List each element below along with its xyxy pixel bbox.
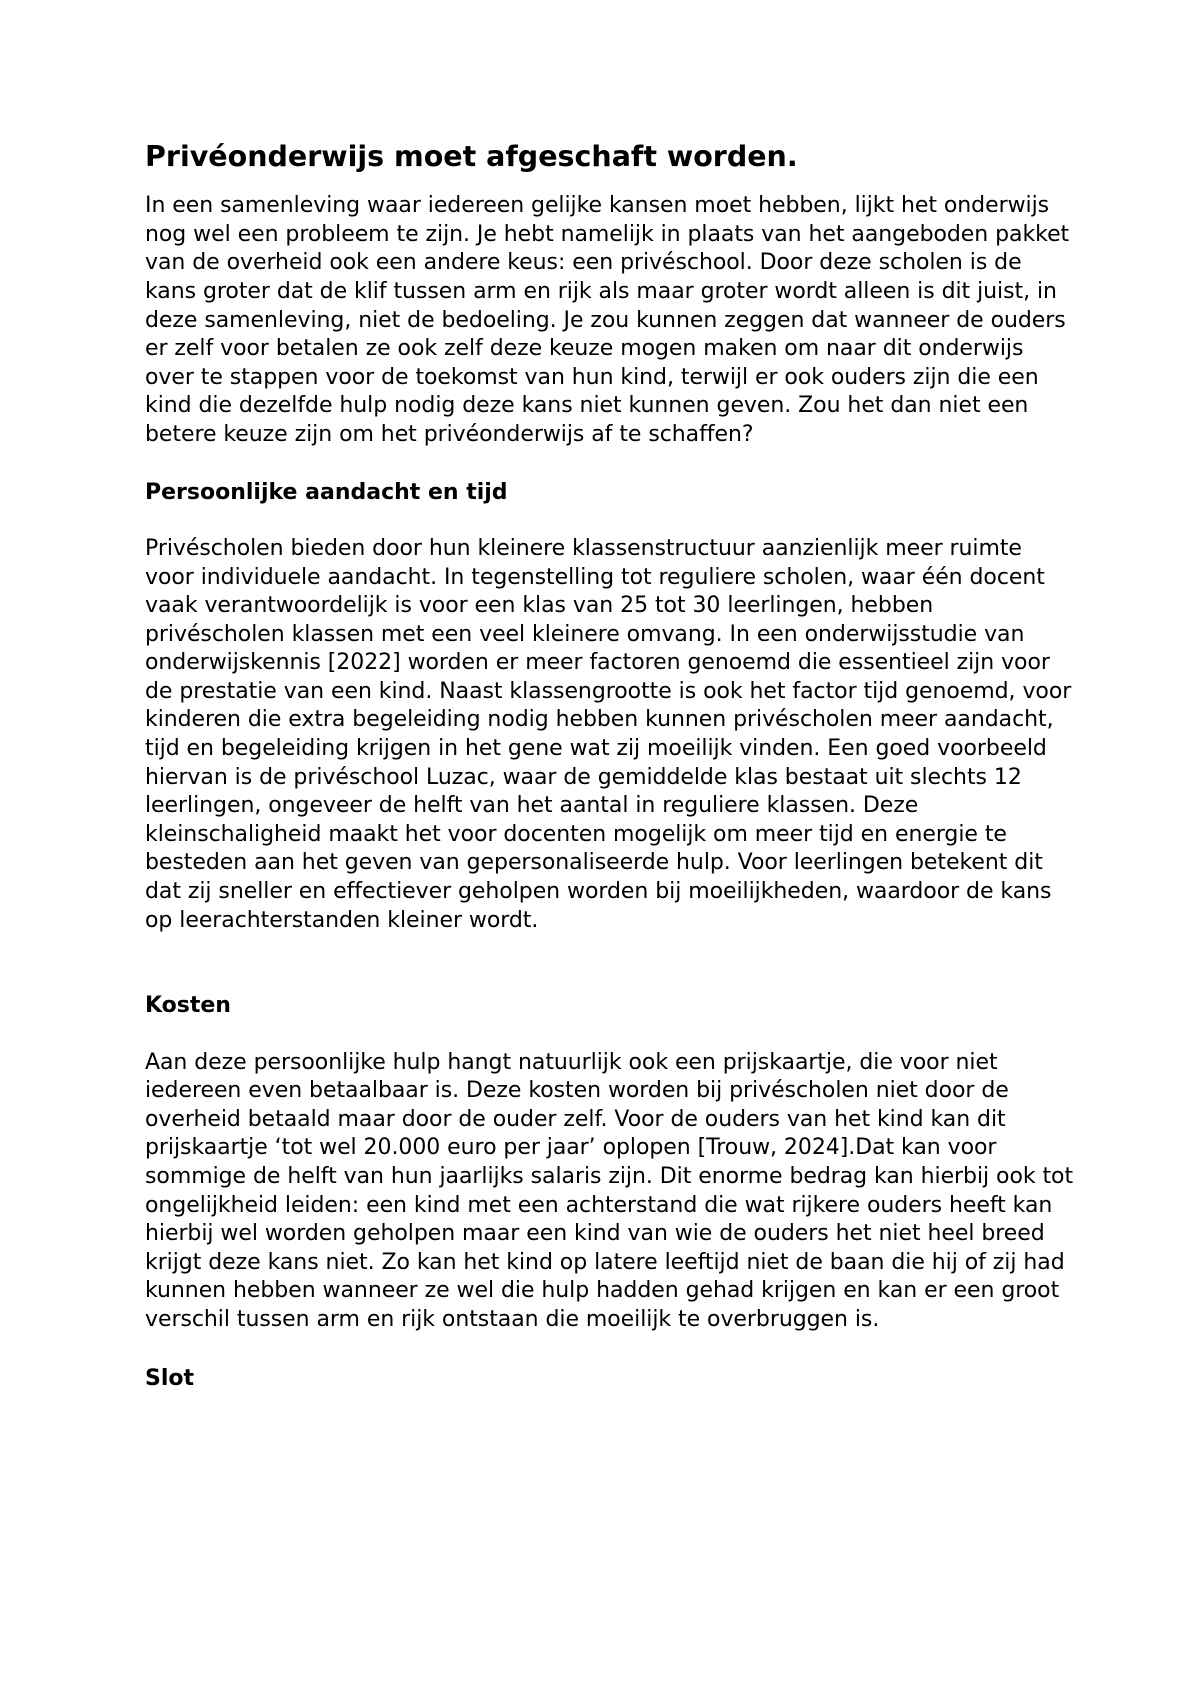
document-content [145, 140, 1075, 1392]
section-heading-slot: Slot [145, 1365, 195, 1391]
intro-paragraph: In een samenleving waar iedereen gelijke kansen moet hebben, lijkt het onderwijs nog wel een probleem te zijn. Je hebt namelijk in plaats van het aangeboden pakket van de overheid ook een andere keus: een privéschool. Door deze scholen is de kans groter dat de klif tussen arm en rijk als maar groter wordt alleen is dit juist, in deze samenleving, niet de bedoeling. Je zou kunnen zeggen dat wanneer de ouders er zelf voor betalen ze ook zelf deze keuze mogen maken om naar dit onderwijs over te stappen voor de toekomst van hun kind, terwijl er ook ouders zijn die een kind die dezelfde hulp nodig deze kans niet kunnen geven. Zou het dan niet een betere keuze zijn om het privéonderwijs af te schaffen? [145, 193, 1070, 447]
section-heading-persoonlijke-aandacht: Persoonlijke aandacht en tijd [145, 479, 508, 505]
document-title: Privéonderwijs moet afgeschaft worden. [145, 140, 798, 173]
section-body-kosten: Aan deze persoonlijke hulp hangt natuurlijk ook een prijskaartje, die voor niet iedereen even betaalbaar is. Deze kosten worden bij privéscholen niet door de overheid betaald maar door de ouder zelf. Voor de ouders van het kind kan dit prijskaartje ‘tot wel 20.000 euro per jaar’ oplopen [Trouw, 2024].Dat kan voor sommige de helft van hun jaarlijks salaris zijn. Dit enorme bedrag kan hierbij ook tot ongelijkheid leiden: een kind met een achterstand die wat rijkere ouders heeft kan hierbij wel worden geholpen maar een kind van wie de ouders het niet heel breed krijgt deze kans niet. Zo kan het kind op latere leeftijd niet de baan die hij of zij had kunnen hebben wanneer ze wel die hulp hadden gehad krijgen en kan er een groot verschil tussen arm en rijk ontstaan die moeilijk te overbruggen is. [145, 1049, 1074, 1332]
section-body-persoonlijke-aandacht: Privéscholen bieden door hun kleinere klassenstructuur aanzienlijk meer ruimte voor individuele aandacht. In tegenstelling tot reguliere scholen, waar één docent vaak verantwoordelijk is voor een klas van 25 tot 30 leerlingen, hebben privéscholen klassen met een veel kleinere omvang. In een onderwijsstudie van onderwijskennis [2022] worden er meer factoren genoemd die essentieel zijn voor de prestatie van een kind. Naast klassengrootte is ook het factor tijd genoemd, voor kinderen die extra begeleiding nodig hebben kunnen privéscholen meer aandacht, tijd en begeleiding krijgen in het gene wat zij moeilijk vinden. Een goed voorbeeld hiervan is de privéschool Luzac, waar de gemiddelde klas bestaat uit slechts 12 leerlingen, ongeveer de helft van het aantal in reguliere klassen. Deze kleinschaligheid maakt het voor docenten mogelijk om meer tijd en energie te besteden aan het geven van gepersonaliseerde hulp. Voor leerlingen betekent dit dat zij sneller en effectiever geholpen worden bij moeilijkheden, waardoor de kans op leerachterstanden kleiner wordt. [145, 535, 1072, 933]
section-heading-kosten: Kosten [145, 993, 231, 1019]
